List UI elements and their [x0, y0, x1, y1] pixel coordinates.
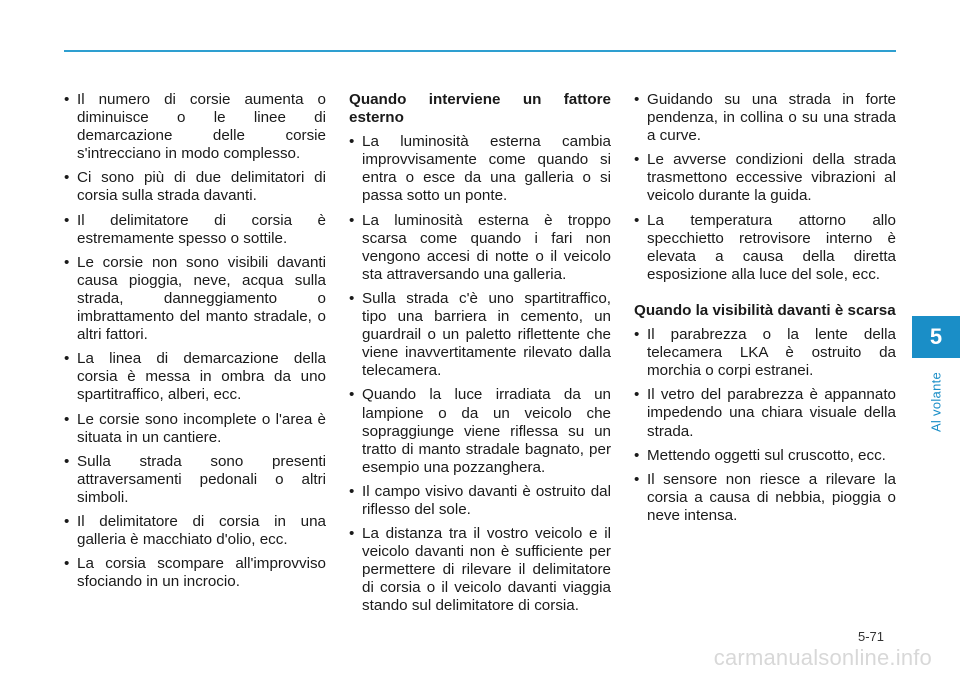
column-3 — [634, 91, 896, 531]
bullet-list — [634, 91, 896, 284]
column-1 — [64, 91, 326, 597]
spacer — [634, 290, 896, 302]
list-item: • Il campo visivo davanti è ostruito dal riflesso del sole. — [349, 483, 611, 519]
list-item: • Il vetro del parabrezza è appannato impedendo una chiara visuale della strada. — [634, 386, 896, 440]
list-item: • Il delimitatore di corsia in una galleria è macchiato d'olio, ecc. — [64, 513, 326, 549]
list-item: • Il numero di corsie aumenta o diminuisce o le linee di demarcazione delle corsie s'intrecciano in modo complesso. — [64, 91, 326, 163]
section-heading: Quando la visibilità davanti è scarsa — [634, 301, 896, 319]
list-item: • La luminosità esterna è troppo scarsa come quando i fari non vengono accesi di notte o il veicolo sta attraversando una galleria. — [349, 212, 611, 284]
list-item: • Sulla strada c'è uno spartitraffico, tipo una barriera in cemento, un guardrail o un paletto riflettente che viene inavvertitamente rilevato dalla telecamera. — [349, 290, 611, 380]
list-item: • Guidando su una strada in forte pendenza, in collina o su una strada a curve. — [634, 91, 896, 145]
list-item: • Ci sono più di due delimitatori di corsia sulla strada davanti. — [64, 169, 326, 205]
chapter-label: Al volante — [928, 371, 944, 433]
list-item: • La corsia scompare all'improvviso sfociando in un incrocio. — [64, 555, 326, 591]
column-2 — [349, 91, 611, 622]
list-item: • Il parabrezza o la lente della telecamera LKA è ostruito da morchia o corpi estranei. — [634, 326, 896, 380]
list-item: • Quando la luce irradiata da un lampione o da un veicolo che sopraggiunge viene riflessa su un tratto di manto stradale bagnato, per esempio una pozzanghera. — [349, 386, 611, 476]
top-rule — [64, 50, 896, 52]
list-item: • La linea di demarcazione della corsia è messa in ombra da uno spartitraffico, alberi, ecc. — [64, 350, 326, 404]
list-item: • La distanza tra il vostro veicolo e il veicolo davanti non è sufficiente per permettere di rilevare il delimitatore di corsia o il veicolo davanti viaggia stando sul delimitatore di corsia. — [349, 525, 611, 615]
chapter-tab: 5 — [912, 316, 960, 358]
list-item: • La temperatura attorno allo specchietto retrovisore interno è elevata a causa della diretta esposizione alla luce del sole, ecc. — [634, 212, 896, 284]
watermark: carmanualsonline.info — [713, 645, 932, 670]
bullet-list — [634, 326, 896, 525]
list-item: • Le avverse condizioni della strada trasmettono eccessive vibrazioni al veicolo durante la guida. — [634, 151, 896, 205]
list-item: • Sulla strada sono presenti attraversamenti pedonali o altri simboli. — [64, 453, 326, 507]
bullet-list — [64, 91, 326, 591]
page-number: 5-71 — [858, 629, 885, 644]
section-heading: Quando interviene un fattore esterno — [349, 91, 611, 127]
list-item: • La luminosità esterna cambia improvvisamente come quando si entra o esce da una galleria o si passa sotto un ponte. — [349, 133, 611, 205]
list-item: • Le corsie non sono visibili davanti causa pioggia, neve, acqua sulla strada, danneggiamento o imbrattamento del manto stradale, o altri fattori. — [64, 254, 326, 344]
list-item: • Il delimitatore di corsia è estremamente spesso o sottile. — [64, 212, 326, 248]
bullet-list — [349, 133, 611, 615]
list-item: • Le corsie sono incomplete o l'area è situata in un cantiere. — [64, 411, 326, 447]
list-item: • Il sensore non riesce a rilevare la corsia a causa di nebbia, pioggia o neve intensa. — [634, 471, 896, 525]
list-item: • Mettendo oggetti sul cruscotto, ecc. — [634, 447, 896, 465]
